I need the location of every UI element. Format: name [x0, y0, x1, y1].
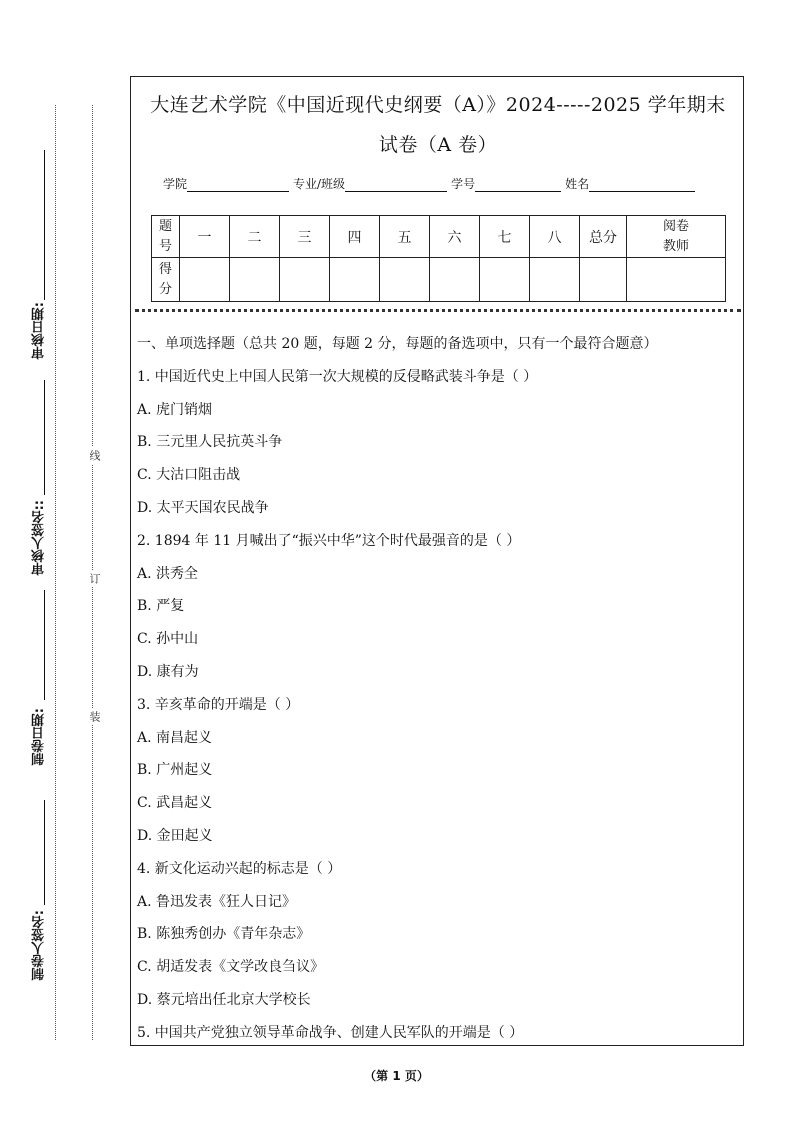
- option-c[interactable]: C. 胡适发表《文学改良刍议》: [137, 959, 325, 976]
- reviewer-sign-line: [44, 380, 45, 495]
- score-cell[interactable]: [230, 258, 280, 302]
- major-class-field[interactable]: [345, 179, 447, 192]
- question-stem: 3. 辛亥革命的开端是（ ）: [137, 696, 300, 713]
- dotted-separator: [135, 309, 741, 312]
- page-number: （第 1 页）: [364, 1069, 429, 1083]
- score-cell[interactable]: [430, 258, 480, 302]
- col-6: 六: [430, 216, 480, 258]
- option-a[interactable]: A. 虎门销烟: [137, 401, 213, 418]
- field-label-name: 姓名: [565, 177, 590, 191]
- option-d[interactable]: D. 金田起义: [137, 827, 213, 844]
- student-id-field[interactable]: [475, 179, 561, 192]
- name-field[interactable]: [589, 179, 695, 192]
- section-heading: 一、单项选择题（总共 20 题，每题 2 分，每题的备选项中，只有一个最符合题意）: [137, 336, 658, 352]
- exam-paper: [130, 76, 744, 1046]
- maker-date-label: 制卷日期:: [32, 708, 47, 766]
- option-a[interactable]: A. 鲁迅发表《狂人日记》: [137, 893, 297, 910]
- maker-date-line: [44, 590, 45, 700]
- option-c[interactable]: C. 孙中山: [137, 631, 199, 648]
- option-b[interactable]: B. 广州起义: [137, 762, 213, 779]
- field-label-major: 专业/班级: [293, 177, 346, 191]
- reviewer-date-label: 审核日期:: [32, 302, 47, 360]
- bind-mark-bind: 装: [86, 708, 102, 725]
- col-7: 七: [480, 216, 530, 258]
- exam-body: [137, 330, 741, 1052]
- question-stem: 5. 中国共产党独立领导革命战争、创建人民军队的开端是（ ）: [137, 1024, 524, 1041]
- score-cell[interactable]: [380, 258, 430, 302]
- score-row-header: 得分: [152, 258, 180, 302]
- score-cell[interactable]: [180, 258, 230, 302]
- question-number-header: 题号: [152, 216, 180, 258]
- col-3: 三: [280, 216, 330, 258]
- score-cell[interactable]: [330, 258, 380, 302]
- college-field[interactable]: [187, 179, 289, 192]
- col-total: 总分: [580, 216, 627, 258]
- option-d[interactable]: D. 蔡元培出任北京大学校长: [137, 991, 311, 1008]
- student-info-row: [163, 175, 699, 192]
- option-b[interactable]: B. 陈独秀创办《青年杂志》: [137, 926, 311, 943]
- col-4: 四: [330, 216, 380, 258]
- score-cell[interactable]: [627, 258, 726, 302]
- option-a[interactable]: A. 洪秀全: [137, 565, 199, 582]
- option-c[interactable]: C. 武昌起义: [137, 795, 213, 812]
- score-cell[interactable]: [580, 258, 627, 302]
- col-8: 八: [530, 216, 580, 258]
- option-b[interactable]: B. 严复: [137, 598, 185, 615]
- col-1: 一: [180, 216, 230, 258]
- option-d[interactable]: D. 康有为: [137, 663, 199, 680]
- option-b[interactable]: B. 三元里人民抗英斗争: [137, 434, 283, 451]
- outer-dotted-margin: [55, 105, 56, 1040]
- exam-title-line2: 试卷（A 卷）: [378, 134, 498, 156]
- col-5: 五: [380, 216, 430, 258]
- question-stem: 2. 1894 年 11 月喊出了“振兴中华”这个时代最强音的是（ ）: [137, 532, 521, 549]
- field-label-student-id: 学号: [451, 177, 476, 191]
- score-cell[interactable]: [280, 258, 330, 302]
- question-stem: 4. 新文化运动兴起的标志是（ ）: [137, 860, 342, 877]
- exam-title-line1: 大连艺术学院《中国近现代史纲要（A）》2024-----2025 学年期末: [150, 94, 726, 116]
- option-d[interactable]: D. 太平天国农民战争: [137, 499, 269, 516]
- bind-mark-staple: 订: [86, 570, 102, 587]
- col-2: 二: [230, 216, 280, 258]
- option-a[interactable]: A. 南昌起义: [137, 729, 213, 746]
- col-grader: 阅卷教师: [627, 216, 726, 258]
- reviewer-sign-label: 审核人签名::: [32, 500, 47, 576]
- score-cell[interactable]: [530, 258, 580, 302]
- reviewer-date-line: [44, 150, 45, 300]
- maker-sign-line: [44, 800, 45, 905]
- bind-mark-line: 线: [86, 447, 102, 464]
- option-c[interactable]: C. 大沽口阻击战: [137, 467, 241, 484]
- question-stem: 1. 中国近代史上中国人民第一次大规模的反侵略武装斗争是（ ）: [137, 368, 538, 385]
- field-label-college: 学院: [163, 177, 188, 191]
- score-table: [151, 215, 726, 302]
- maker-sign-label: 制卷人签名:: [32, 910, 47, 981]
- score-cell[interactable]: [480, 258, 530, 302]
